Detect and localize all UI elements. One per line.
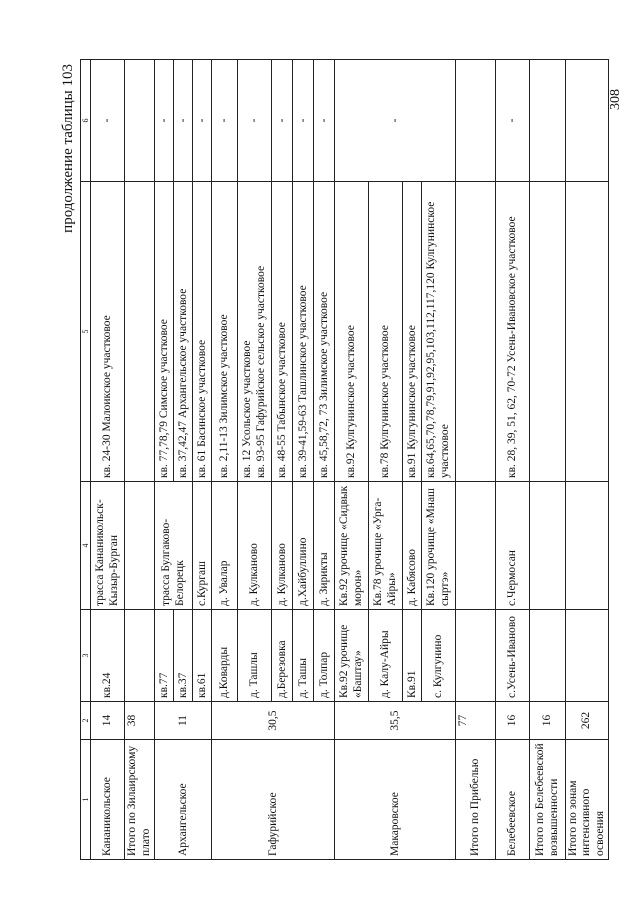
page-number: 308 — [608, 89, 623, 110]
location-cell: д. Увалар — [212, 482, 238, 610]
district-cell: Кананикольское — [91, 740, 125, 860]
header-col-6: 6 — [81, 60, 91, 182]
forestry-cell: кв. 28, 39, 51, 62, 70-72 Усень-Ивановское участковое — [496, 182, 530, 482]
quarter-cell: кв.61 — [193, 610, 212, 702]
empty-cell — [125, 610, 155, 702]
total-value-cell: 77 — [456, 702, 496, 740]
location-cell: Кв.92 урочище «Сидвык морон» — [335, 482, 369, 610]
empty-cell — [125, 60, 155, 182]
forestry-line: кв. 93-95 Гафурийское сельское участковое — [254, 265, 267, 478]
location-cell: трасса Кананикольск-Кызыр-Бурган — [91, 482, 125, 610]
forestry-cell: кв.92 Кулгунинское участковое — [335, 182, 369, 482]
header-col-5: 5 — [81, 182, 91, 482]
forestry-cell: кв. 77,78,79 Симское участковое — [155, 182, 174, 482]
forestry-cell: кв. 24-30 Малоикское участковое — [91, 182, 125, 482]
total-value-cell: 16 — [530, 702, 566, 740]
empty-cell — [456, 610, 496, 702]
table-row — [212, 60, 238, 860]
area-cell: 35,5 — [335, 702, 456, 740]
empty-cell — [125, 482, 155, 610]
table-row — [530, 60, 566, 860]
table-row — [155, 60, 174, 860]
empty-cell — [530, 610, 566, 702]
location-cell: Кв.120 урочище «Мнаш сыртэ» — [422, 482, 456, 610]
quarter-cell: с. Кулгунино — [422, 610, 456, 702]
header-col-1: 1 — [81, 740, 91, 860]
empty-cell — [530, 482, 566, 610]
quarter-cell: Кв.91 — [403, 610, 422, 702]
location-cell: д. Зирикты — [314, 482, 335, 610]
quarter-cell: д. Толпар — [314, 610, 335, 702]
empty-cell — [566, 610, 609, 702]
location-cell: с.Кургаш — [193, 482, 212, 610]
empty-cell — [566, 482, 609, 610]
total-label-cell: Итого по Зилаирскому плато — [125, 740, 155, 860]
location-cell: Кв.78 урочище «Урга-Айры» — [369, 482, 403, 610]
table-row — [566, 60, 609, 860]
forestry-line: кв. 12 Усольское участковое — [241, 340, 254, 478]
total-value-cell: 38 — [125, 702, 155, 740]
col6-cell: - — [335, 60, 456, 182]
quarter-cell: Кв.92 урочище «Баштау» — [335, 610, 369, 702]
total-label-cell: Итого по Прибелью — [456, 740, 496, 860]
location-cell: д. Кулканово — [272, 482, 293, 610]
forestry-cell: кв. 45,58,72, 73 Зилимское участковое — [314, 182, 335, 482]
location-cell: трасса Булгаково-Белорецк — [155, 482, 193, 610]
quarter-cell: д. Калу-Айры — [369, 610, 403, 702]
forestry-cell: кв. 61 Басинское участковое — [193, 182, 212, 482]
empty-cell — [530, 60, 566, 182]
header-col-4: 4 — [81, 482, 91, 610]
table-row — [91, 60, 125, 860]
quarter-cell: д. Ташы — [293, 610, 314, 702]
quarter-cell: кв.24 — [91, 610, 125, 702]
col6-cell: - — [496, 60, 530, 182]
quarter-cell: кв.77 — [155, 610, 174, 702]
quarter-cell: кв.37 — [174, 610, 193, 702]
forestry-cell: кв. 37,42,47 Архангельское участковое — [174, 182, 193, 482]
forestry-cell: кв. 39-41,59-63 Ташлинское участковое — [293, 182, 314, 482]
quarter-cell: д. Ташлы — [238, 610, 272, 702]
empty-cell — [456, 482, 496, 610]
forestry-cell: кв. 48-55 Табынское участковое — [272, 182, 293, 482]
total-label-cell: Итого по Белебеевской возвышенности — [530, 740, 566, 860]
forestry-cell: кв.64,65,70,78,79,91,92,95,103,112,117,120 Кулгунинское участковое — [422, 182, 456, 482]
location-cell: с.Чермосан — [496, 482, 530, 610]
area-cell: 30,5 — [212, 702, 335, 740]
table-row — [125, 60, 155, 860]
district-cell: Гафурийское — [212, 740, 335, 860]
forestry-cell: кв.91 Кулгунинское участковое — [403, 182, 422, 482]
forestry-cell: кв. 2,11-13 Зилимское участковое — [212, 182, 238, 482]
col6-cell: - — [174, 60, 193, 182]
forest-table — [80, 59, 609, 860]
quarter-cell: с.Усень-Иваново — [496, 610, 530, 702]
quarter-cell: д.Коварды — [212, 610, 238, 702]
forestry-cell: кв.78 Кулгунинское участковое — [369, 182, 403, 482]
col6-cell: - — [155, 60, 174, 182]
area-cell: 16 — [496, 702, 530, 740]
empty-cell — [456, 182, 496, 482]
col6-cell: - — [293, 60, 314, 182]
table-row — [496, 60, 530, 860]
rotated-table-page — [60, 60, 606, 860]
empty-cell — [530, 182, 566, 482]
district-cell: Архангельское — [155, 740, 212, 860]
quarter-cell: д.Березовка — [272, 610, 293, 702]
empty-cell — [566, 60, 609, 182]
total-label-cell: Итого по зонам интенсивного освоения — [566, 740, 609, 860]
table-caption: продолжение таблицы 103 — [60, 64, 76, 233]
area-cell: 11 — [155, 702, 212, 740]
header-row — [81, 60, 91, 860]
district-cell: Белебеевское — [496, 740, 530, 860]
col6-cell: - — [193, 60, 212, 182]
location-cell: д. Кулканово — [238, 482, 272, 610]
location-cell: д. Кабясово — [403, 482, 422, 610]
table-row — [335, 60, 369, 860]
col6-cell: - — [314, 60, 335, 182]
empty-cell — [566, 182, 609, 482]
header-col-3: 3 — [81, 610, 91, 702]
header-col-2: 2 — [81, 702, 91, 740]
col6-cell: - — [91, 60, 125, 182]
location-cell: д.Хайбуллино — [293, 482, 314, 610]
table-row — [456, 60, 496, 860]
col6-cell: - — [212, 60, 238, 182]
forestry-cell — [238, 182, 272, 482]
district-cell: Макаровское — [335, 740, 456, 860]
empty-cell — [125, 182, 155, 482]
empty-cell — [456, 60, 496, 182]
total-value-cell: 262 — [566, 702, 609, 740]
col6-cell: - — [272, 60, 293, 182]
col6-cell: - — [238, 60, 272, 182]
area-cell: 14 — [91, 702, 125, 740]
